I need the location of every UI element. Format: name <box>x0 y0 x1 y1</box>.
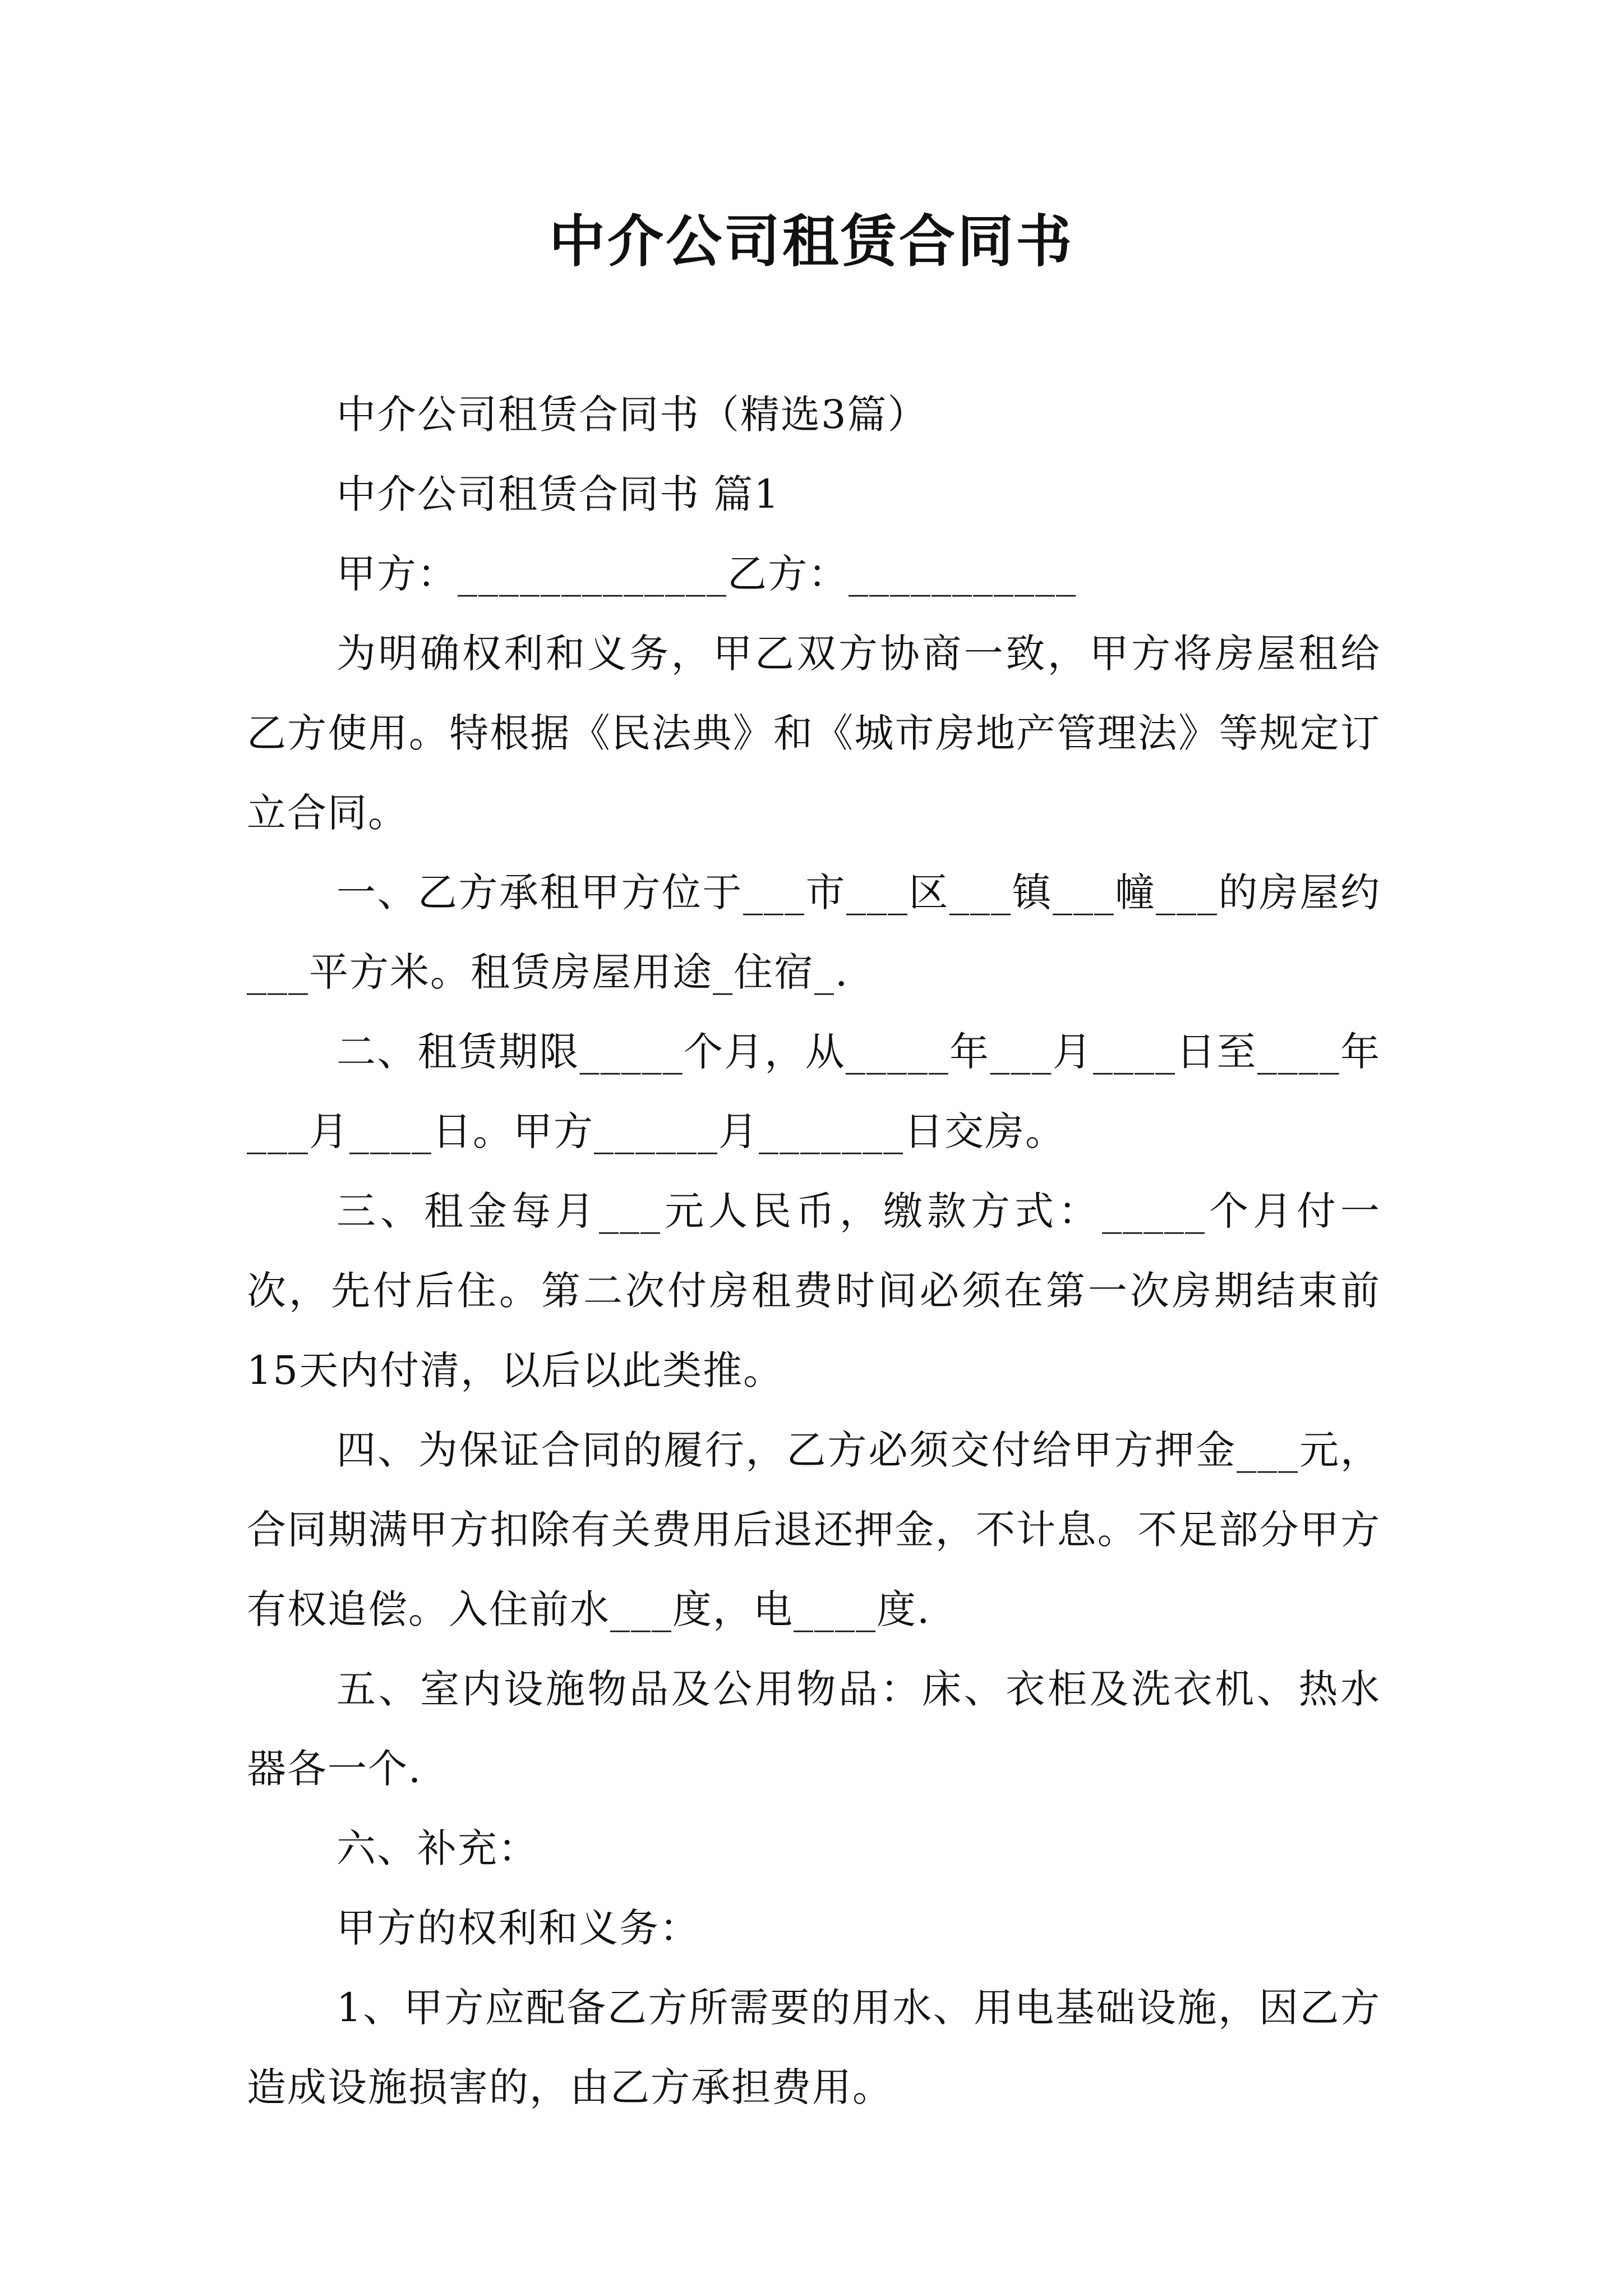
paragraph-subtitle: 中介公司租赁合同书（精选3篇） <box>336 392 928 438</box>
paragraph-clause-5: 五、室内设施物品及公用物品：床、衣柜及洗衣机、热水器各一个. <box>247 1666 1381 1792</box>
document-body <box>247 375 1381 2127</box>
paragraph-clause-6: 六、补充： <box>336 1825 538 1871</box>
paragraph-clause-4: 四、为保证合同的履行，乙方必须交付给甲方押金___元，合同期满甲方扣除有关费用后退还押金，不计息。不足部分甲方有权追偿。入住前水___度，电____度. <box>247 1427 1381 1632</box>
document-title: 中介公司租赁合同书 <box>549 208 1074 274</box>
paragraph-clause-2: 二、租赁期限_____个月，从_____年___月____日至____年___月____日。甲方______月_______日交房。 <box>247 1029 1381 1154</box>
paragraph-intro: 为明确权利和义务，甲乙双方协商一致，甲方将房屋租给乙方使用。特根据《民法典》和《城市房地产管理法》等规定订立合同。 <box>247 631 1381 836</box>
paragraph-parties: 甲方：_____________乙方：___________ <box>336 551 1077 597</box>
paragraph-party-a-item-1: 1、甲方应配备乙方所需要的用水、用电基础设施，因乙方造成设施损害的，由乙方承担费用。 <box>247 1985 1381 2110</box>
paragraph-clause-1: 一、乙方承租甲方位于___市___区___镇___幢___的房屋约___平方米。租赁房屋用途_住宿_. <box>247 869 1381 995</box>
paragraph-party-a-rights: 甲方的权利和义务： <box>336 1905 700 1951</box>
paragraph-section-heading: 中介公司租赁合同书 篇1 <box>336 471 780 517</box>
paragraph-clause-3: 三、租金每月___元人民币，缴款方式：_____个月付一次，先付后住。第二次付房租费时间必须在第一次房期结束前15天内付清，以后以此类推。 <box>247 1188 1381 1393</box>
